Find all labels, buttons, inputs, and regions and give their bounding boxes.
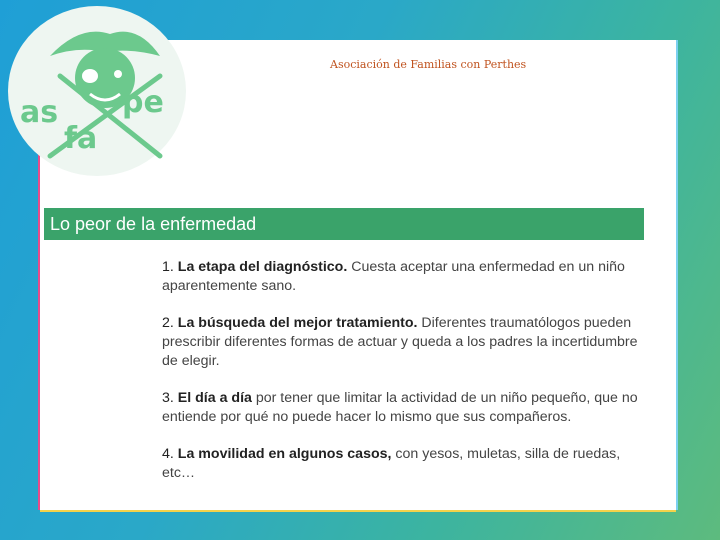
- list-item: [162, 389, 652, 427]
- point-number: 3.: [162, 390, 174, 406]
- list-item: [162, 314, 652, 371]
- point-number: 4.: [162, 446, 174, 462]
- logo-letter-fa: fa: [64, 121, 98, 156]
- section-title: Lo peor de la enfermedad: [44, 208, 644, 240]
- point-heading: La movilidad en algunos casos,: [177, 446, 392, 462]
- org-title: Asociación de Familias con Perthes: [330, 58, 527, 71]
- point-number: 2.: [162, 315, 174, 331]
- point-text: Diferentes traumatólogos pueden prescribir diferentes formas de actuar y queda a los padres la incertidumbre de elegir.: [162, 315, 638, 369]
- list-item: [162, 445, 652, 483]
- points-list: [162, 258, 652, 501]
- logo-letters: [18, 78, 178, 168]
- point-number: 1.: [162, 259, 174, 275]
- point-heading: La búsqueda del mejor tratamiento.: [177, 315, 418, 331]
- point-text: Cuesta aceptar una enfermedad en un niño aparentemente sano.: [162, 259, 625, 294]
- logo-letter-as: as: [20, 95, 59, 130]
- point-heading: El día a día: [177, 390, 252, 406]
- logo-letter-pe: pe: [122, 85, 164, 120]
- point-text: por tener que limitar la actividad de un niño pequeño, que no entiende por qué no puede hacer lo mismo que sus compañeros.: [162, 390, 638, 425]
- point-text: con yesos, muletas, silla de ruedas, etc…: [162, 446, 621, 481]
- list-item: [162, 258, 652, 296]
- point-heading: La etapa del diagnóstico.: [177, 259, 348, 275]
